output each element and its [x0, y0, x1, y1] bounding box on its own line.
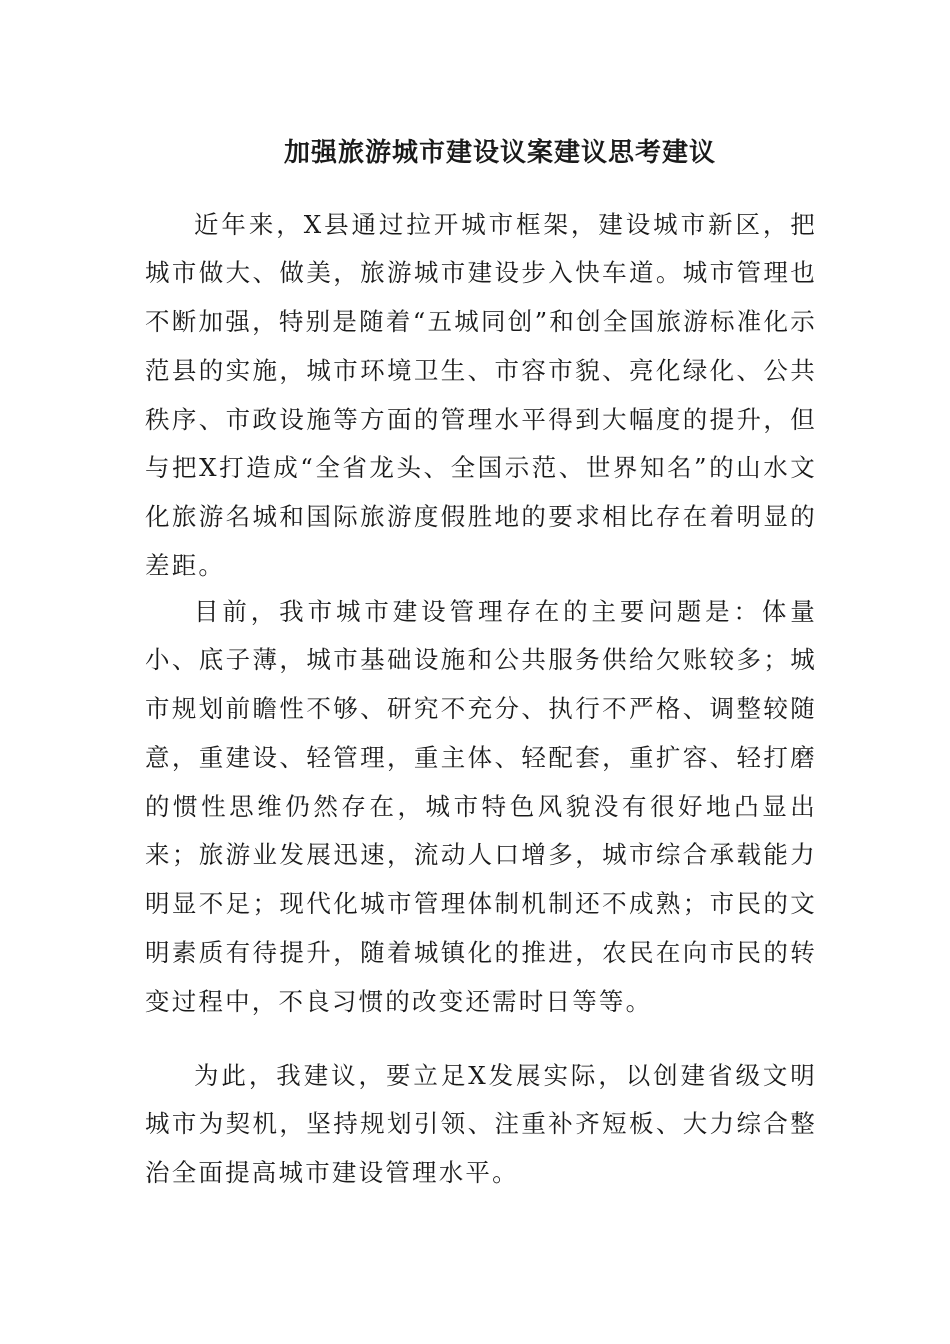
paragraph-3: 为此，我建议，要立足X发展实际，以创建省级文明城市为契机，坚持规划引领、注重补齐短板、大力综合整治全面提高城市建设管理水平。	[145, 1060, 817, 1188]
document-title: 加强旅游城市建设议案建议思考建议	[283, 138, 716, 168]
paragraph-2: 目前，我市城市建设管理存在的主要问题是：体量小、底子薄，城市基础设施和公共服务供给欠账较多；城市规划前瞻性不够、研究不充分、执行不严格、调整较随意，重建设、轻管理，重主体、轻配套，重扩容、轻打磨的惯性思维仍然存在，城市特色风貌没有很好地凸显出来；旅游业发展迅速，流动人口增多，城市综合承载能力明显不足；现代化城市管理体制机制还不成熟；市民的文明素质有待提升，随着城镇化的推进，农民在向市民的转变过程中，不良习惯的改变还需时日等等。	[145, 596, 817, 1016]
paragraph-1: 近年来，X县通过拉开城市框架，建设城市新区，把城市做大、做美，旅游城市建设步入快车道。城市管理也不断加强，特别是随着“五城同创”和创全国旅游标准化示范县的实施，城市环境卫生、市容市貌、亮化绿化、公共秩序、市政设施等方面的管理水平得到大幅度的提升，但与把X打造成“全省龙头、全国示范、世界知名”的山水文化旅游名城和国际旅游度假胜地的要求相比存在着明显的差距。	[145, 209, 817, 581]
